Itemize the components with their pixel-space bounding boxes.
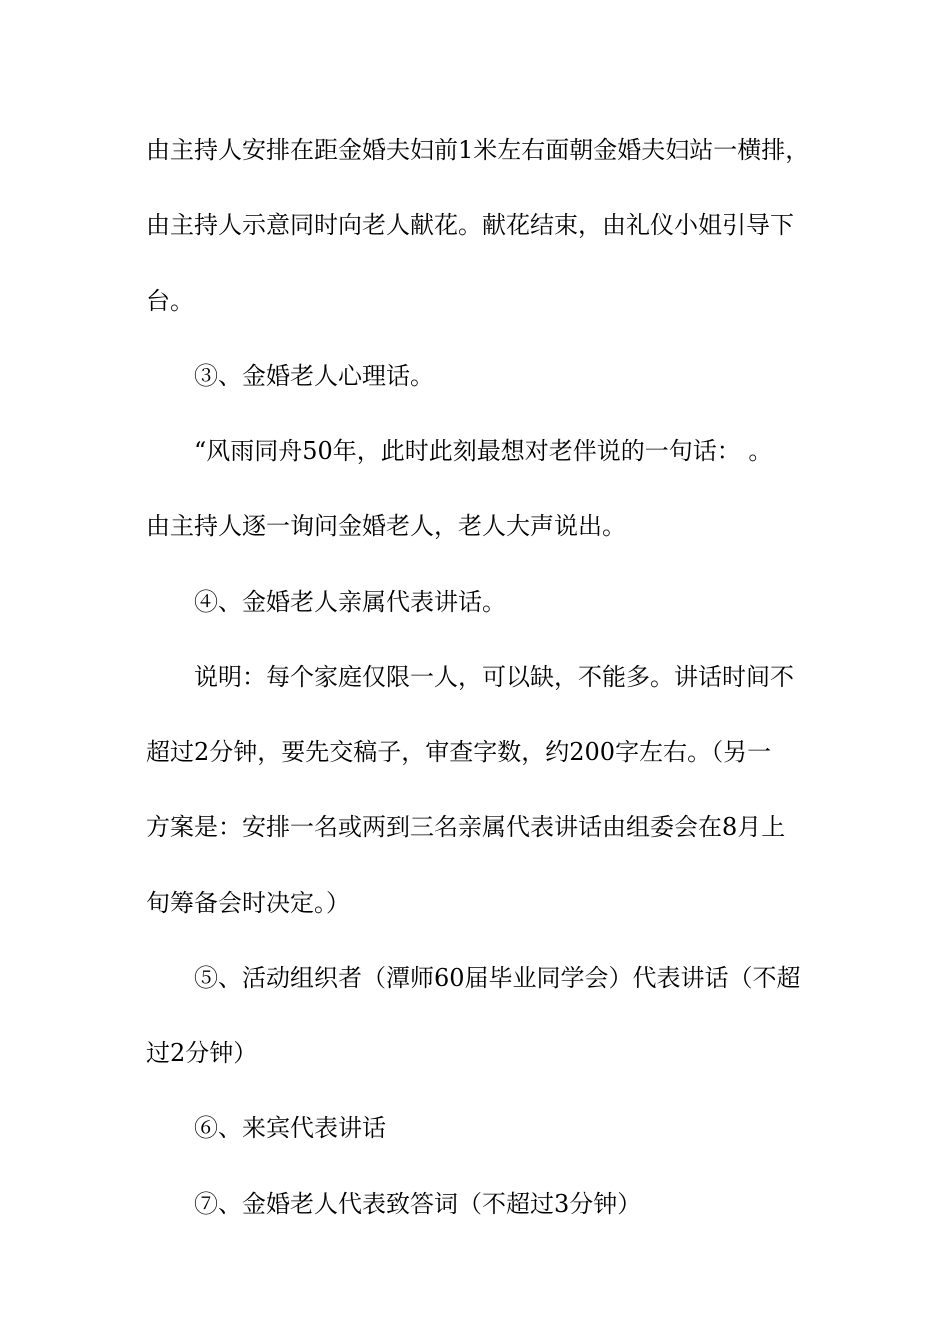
text-line: 由主持人逐一询问金婚老人，老人大声说出。 (146, 512, 626, 540)
list-item-heading: ③、金婚老人心理话。 (194, 362, 434, 390)
text-line: 由主持人示意同时向老人献花。献花结束，由礼仪小姐引导下 (146, 211, 794, 239)
list-item-heading: ⑥、来宾代表讲话 (194, 1114, 386, 1142)
quote-line: “风雨同舟50年，此时此刻最想对老伴说的一句话： 。 (194, 437, 773, 465)
note-line: 说明：每个家庭仅限一人，可以缺，不能多。讲话时间不 (194, 663, 794, 691)
text-line: 过2分钟） (146, 1039, 258, 1067)
text-line: 旬筹备会时决定。） (146, 889, 350, 917)
text-line: 由主持人安排在距金婚夫妇前1米左右面朝金婚夫妇站一横排， (146, 136, 810, 164)
text-line: 台。 (146, 287, 194, 315)
text-line: 超过2分钟，要先交稿子，审查字数，约200字左右。（另一 (146, 738, 772, 766)
list-item-heading: ⑦、金婚老人代表致答词（不超过3分钟） (194, 1190, 642, 1218)
list-item-heading: ⑤、活动组织者（潭师60届毕业同学会）代表讲话（不超 (194, 964, 801, 992)
text-line: 方案是：安排一名或两到三名亲属代表讲话由组委会在8月上 (146, 813, 786, 841)
list-item-heading: ④、金婚老人亲属代表讲话。 (194, 588, 506, 616)
